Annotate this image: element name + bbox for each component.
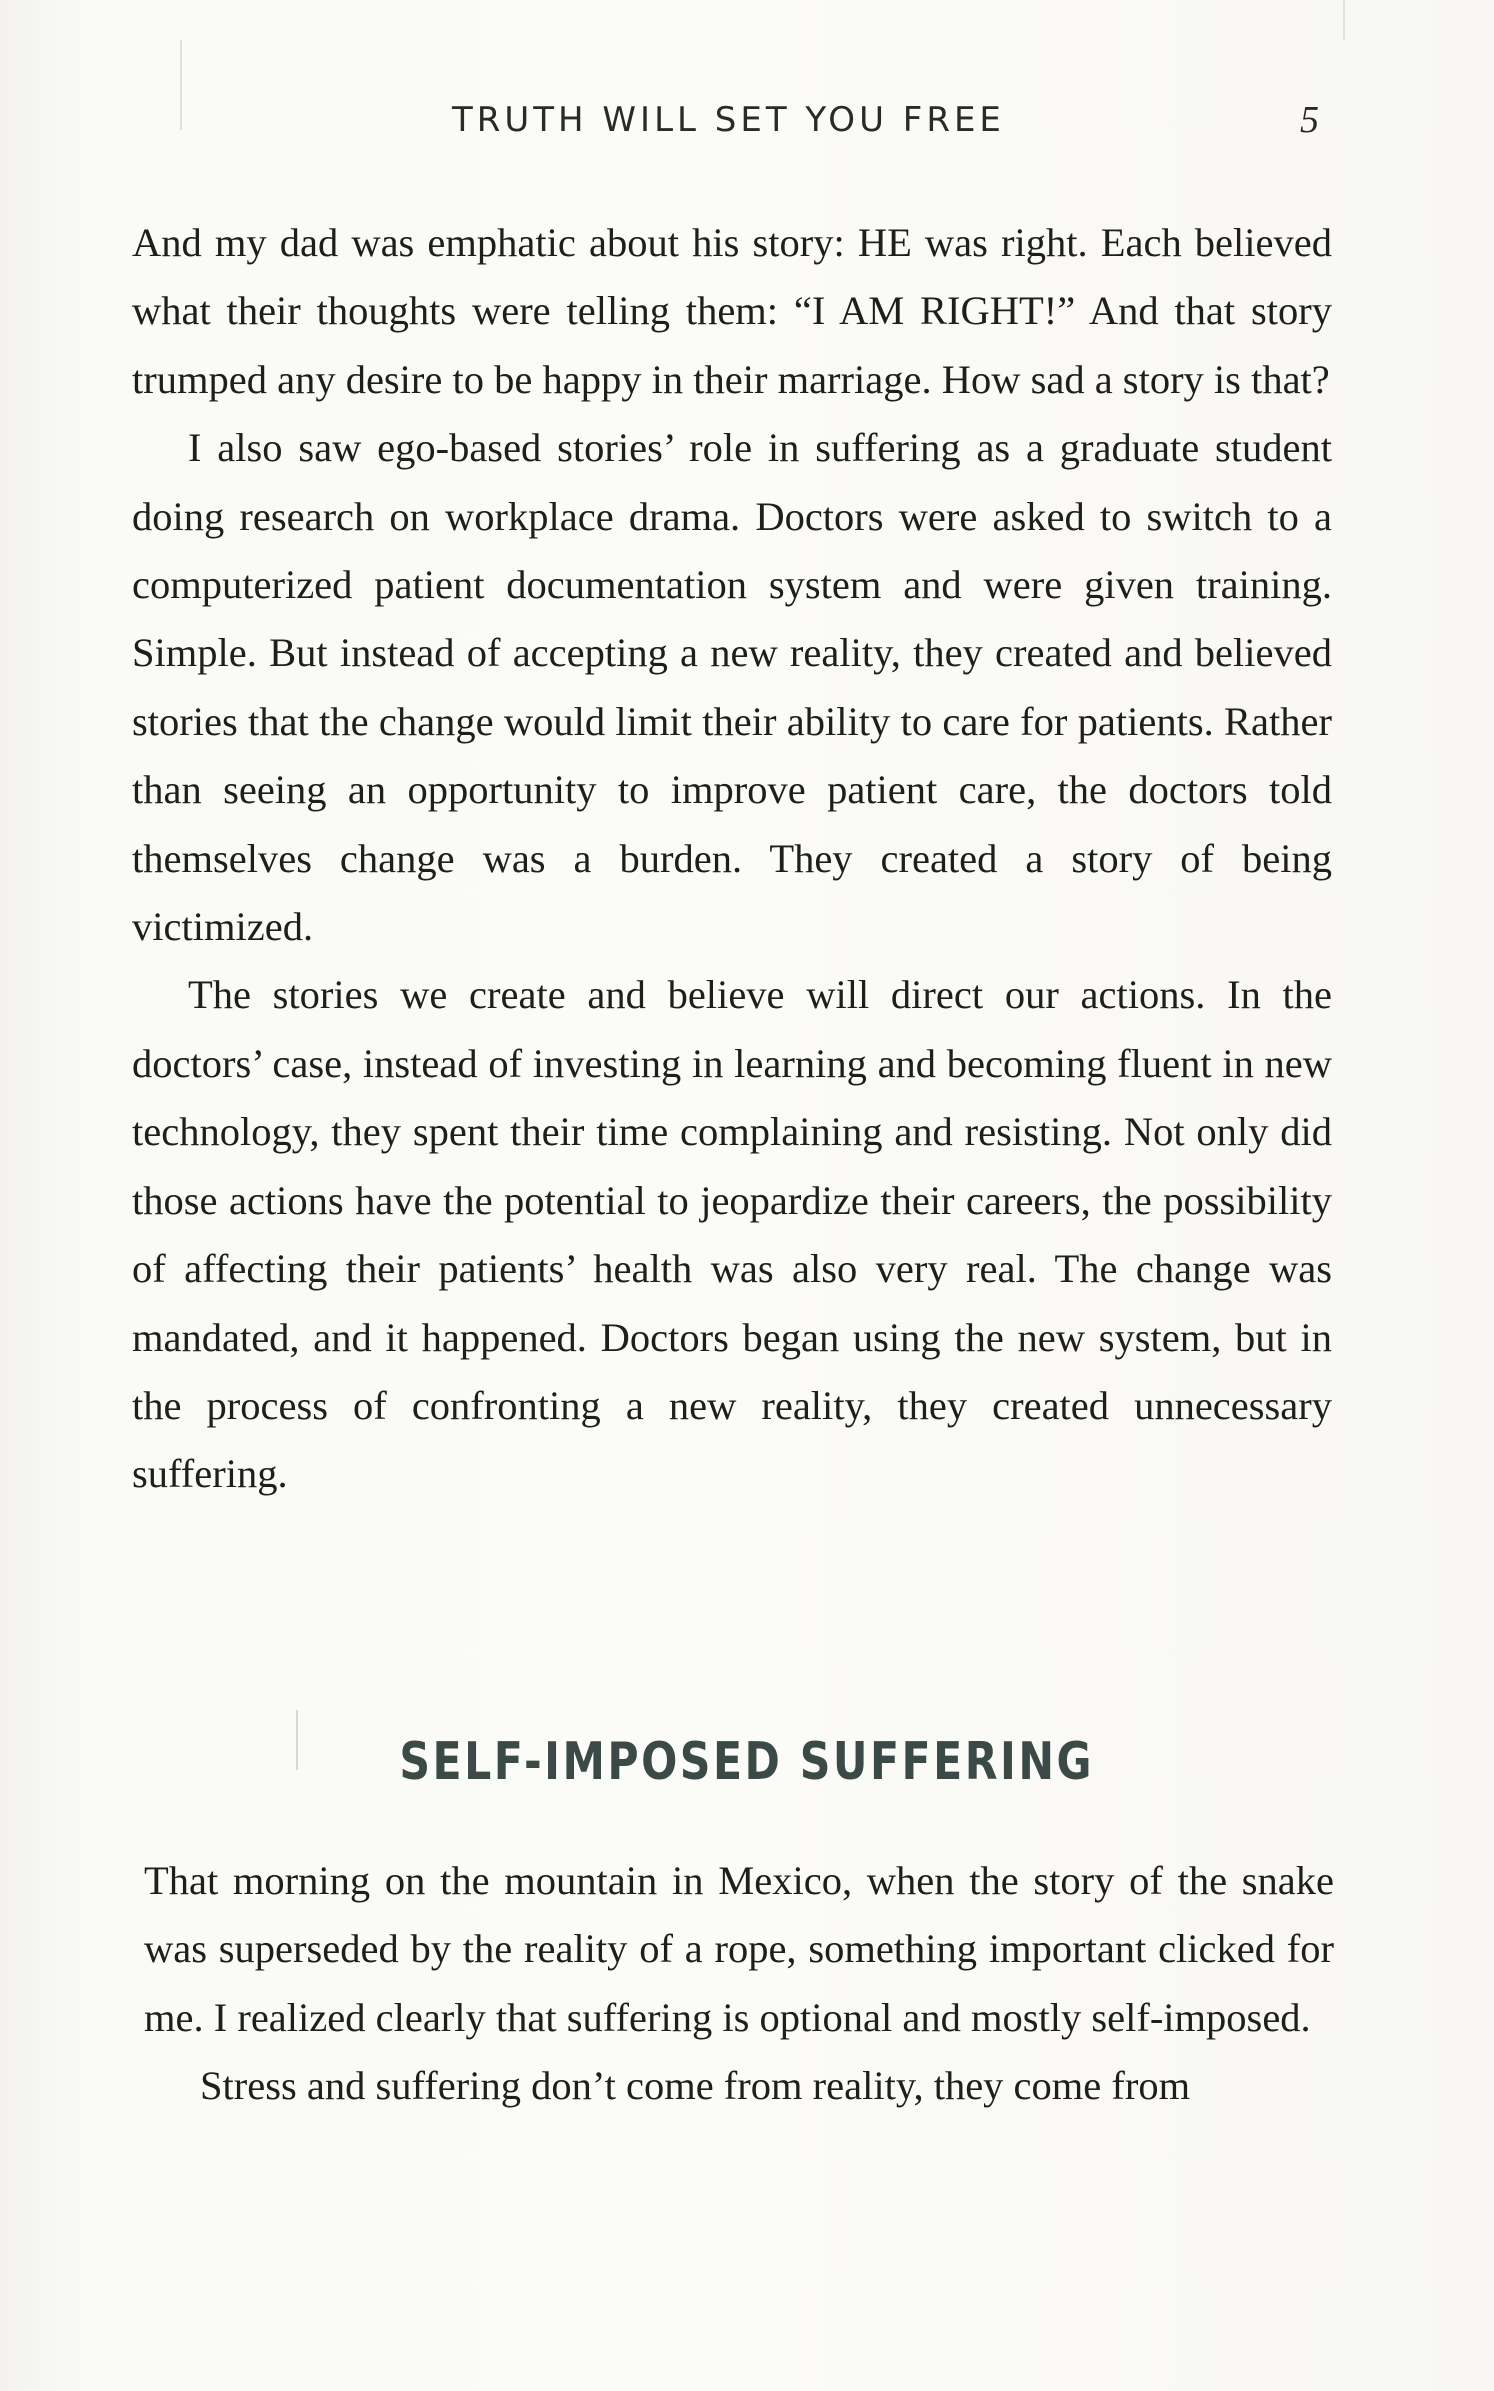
paragraph: The stories we create and believe will direct our actions. In the doctors’ case, instead of investing in learning and becoming fluent in new technology, they spent their time complaining and resisting. Not only did those actions have the potential to jeopardize their careers, the possibility of affecting their patients’ health was also very real. The change was mandated, and it happened. Doctors began using the new system, but in the process of confronting a new reality, they created unnecessary suffering. <box>132 972 1332 1497</box>
running-header-title: TRUTH WILL SET YOU FREE <box>452 100 1005 140</box>
body-text-before-heading <box>132 209 1332 1509</box>
paragraph: Stress and suffering don’t come from reality, they come from <box>200 2063 1191 2109</box>
scan-artifact-line <box>1343 0 1345 40</box>
paragraph: That morning on the mountain in Mexico, when the story of the snake was superseded by the reality of a rope, something important clicked for me. I realized clearly that suffering is optional and mostly self-imposed. <box>144 1858 1334 2040</box>
body-text-after-heading <box>144 1847 1334 2121</box>
paragraph: And my dad was emphatic about his story: HE was right. Each believed what their thoughts were telling them: “I AM RIGHT!” And that story trumped any desire to be happy in their marriage. How sad a story is that? <box>132 220 1332 402</box>
section-heading: SELF-IMPOSED SUFFERING <box>399 1732 1094 1792</box>
page-number: 5 <box>1300 99 1319 141</box>
paragraph: I also saw ego-based stories’ role in suffering as a graduate student doing research on workplace drama. Doctors were asked to switch to a computerized patient documentation system and were given training. Simple. But instead of accepting a new reality, they created and believed stories that the change would limit their ability to care for patients. Rather than seeing an opportunity to improve patient care, the doctors told themselves change was a burden. They created a story of being victimized. <box>132 425 1332 950</box>
scan-artifact-line <box>180 40 182 130</box>
